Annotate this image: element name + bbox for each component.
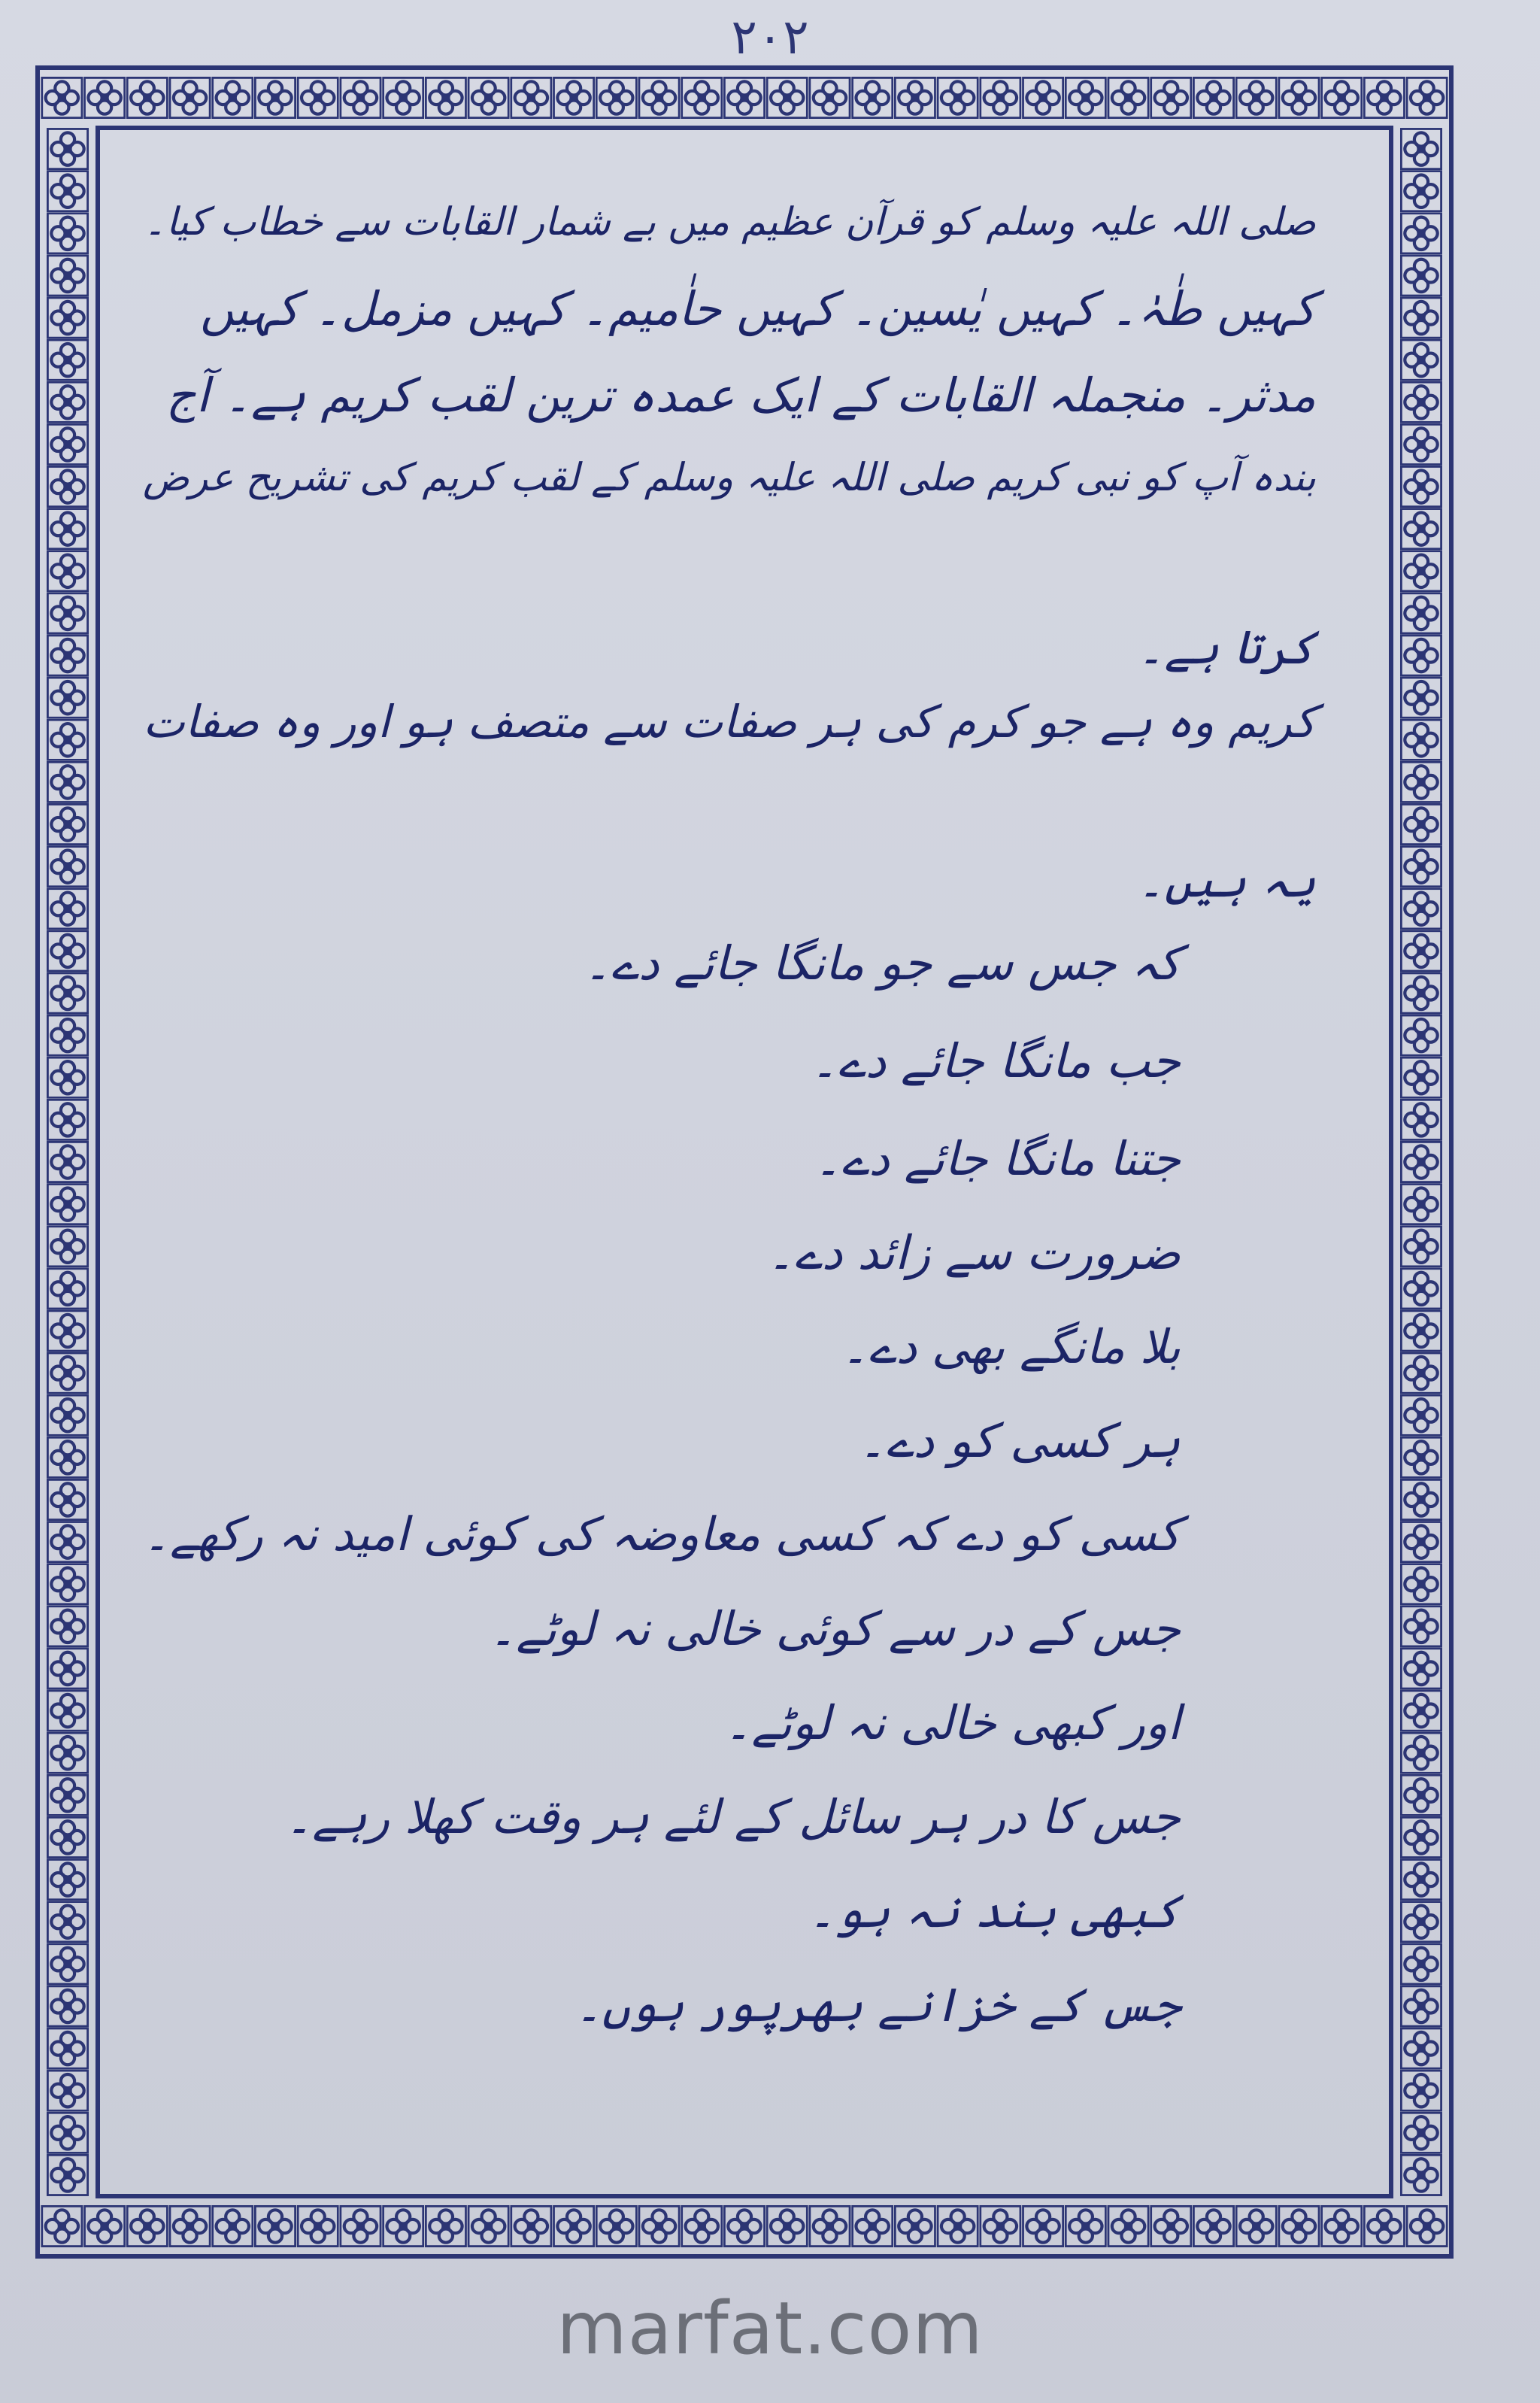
quatrefoil-ornament-icon: [1407, 77, 1447, 117]
quatrefoil-ornament-icon: [1401, 593, 1441, 633]
list-item: جس کا در ہر سائل کے لئے ہر وقت کھلا رہے۔: [285, 1789, 1181, 1844]
quatrefoil-ornament-icon: [682, 77, 722, 117]
quatrefoil-ornament-icon: [1401, 636, 1441, 675]
quatrefoil-ornament-icon: [767, 2206, 807, 2246]
list-item: کہ جس سے جو مانگا جائے دے۔: [584, 936, 1181, 991]
page-number: ۲۰۲: [731, 10, 809, 65]
quatrefoil-ornament-icon: [47, 1986, 87, 2026]
quatrefoil-ornament-icon: [639, 77, 679, 117]
quatrefoil-ornament-icon: [1108, 77, 1148, 117]
quatrefoil-ornament-icon: [1401, 1395, 1441, 1435]
quatrefoil-ornament-icon: [938, 2206, 978, 2246]
quatrefoil-ornament-icon: [1401, 1944, 1441, 1984]
quatrefoil-ornament-icon: [468, 77, 508, 117]
quatrefoil-ornament-icon: [1401, 340, 1441, 380]
quatrefoil-ornament-icon: [170, 77, 210, 117]
quatrefoil-ornament-icon: [298, 77, 338, 117]
quatrefoil-ornament-icon: [47, 1733, 87, 1773]
quatrefoil-ornament-icon: [1401, 1185, 1441, 1224]
quatrefoil-ornament-icon: [383, 2206, 423, 2246]
quatrefoil-ornament-icon: [1401, 1479, 1441, 1519]
quatrefoil-ornament-icon: [383, 77, 423, 117]
quatrefoil-ornament-icon: [47, 2113, 87, 2153]
border-ornament-top-icon: [42, 77, 1447, 117]
border-ornament-left-icon: [47, 129, 87, 2195]
quatrefoil-ornament-icon: [1401, 1311, 1441, 1351]
quatrefoil-ornament-icon: [511, 77, 551, 117]
quatrefoil-ornament-icon: [1401, 1227, 1441, 1267]
quatrefoil-ornament-icon: [47, 2071, 87, 2110]
quatrefoil-ornament-icon: [1401, 1691, 1441, 1731]
quatrefoil-ornament-icon: [1401, 509, 1441, 549]
quatrefoil-ornament-icon: [47, 931, 87, 971]
quatrefoil-ornament-icon: [47, 720, 87, 760]
quatrefoil-ornament-icon: [47, 1353, 87, 1393]
quatrefoil-ornament-icon: [682, 2206, 722, 2246]
quatrefoil-ornament-icon: [1364, 77, 1404, 117]
page-body: [143, 173, 1316, 2098]
quatrefoil-ornament-icon: [47, 1142, 87, 1182]
quatrefoil-ornament-icon: [981, 77, 1020, 117]
quatrefoil-ornament-icon: [1401, 424, 1441, 464]
quatrefoil-ornament-icon: [341, 77, 380, 117]
quatrefoil-ornament-icon: [724, 77, 764, 117]
list-item: ہر کسی کو دے۔: [859, 1413, 1181, 1468]
quatrefoil-ornament-icon: [47, 1649, 87, 1688]
quatrefoil-ornament-icon: [1401, 762, 1441, 802]
quatrefoil-ornament-icon: [1023, 77, 1063, 117]
quatrefoil-ornament-icon: [1401, 2155, 1441, 2195]
quatrefoil-ornament-icon: [895, 2206, 935, 2246]
paragraph-2-line-2: یہ ہیں۔: [1137, 853, 1316, 908]
quatrefoil-ornament-icon: [810, 2206, 850, 2246]
quatrefoil-ornament-icon: [47, 1100, 87, 1139]
quatrefoil-ornament-icon: [47, 889, 87, 929]
quatrefoil-ornament-icon: [468, 2206, 508, 2246]
quatrefoil-ornament-icon: [1401, 1733, 1441, 1773]
quatrefoil-ornament-icon: [1401, 1269, 1441, 1309]
quatrefoil-ornament-icon: [596, 77, 636, 117]
quatrefoil-ornament-icon: [1364, 2206, 1404, 2246]
quatrefoil-ornament-icon: [127, 77, 167, 117]
quatrefoil-ornament-icon: [1401, 1015, 1441, 1055]
quatrefoil-ornament-icon: [47, 2028, 87, 2068]
quatrefoil-ornament-icon: [511, 2206, 551, 2246]
quatrefoil-ornament-icon: [1193, 77, 1233, 117]
watermark: marfat.com: [556, 2286, 984, 2371]
quatrefoil-ornament-icon: [1401, 1100, 1441, 1139]
quatrefoil-ornament-icon: [1401, 1353, 1441, 1393]
quatrefoil-ornament-icon: [47, 1227, 87, 1267]
quatrefoil-ornament-icon: [1401, 1057, 1441, 1097]
quatrefoil-ornament-icon: [47, 1564, 87, 1604]
quatrefoil-ornament-icon: [47, 256, 87, 296]
quatrefoil-ornament-icon: [1401, 2028, 1441, 2068]
quatrefoil-ornament-icon: [47, 636, 87, 675]
quatrefoil-ornament-icon: [47, 509, 87, 549]
quatrefoil-ornament-icon: [47, 129, 87, 168]
quatrefoil-ornament-icon: [298, 2206, 338, 2246]
paragraph-1-line-3: مدثر۔ منجملہ القابات کے ایک عمدہ ترین لقب کریم ہے۔ آج: [165, 368, 1316, 423]
quatrefoil-ornament-icon: [1279, 77, 1319, 117]
quatrefoil-ornament-icon: [47, 171, 87, 211]
quatrefoil-ornament-icon: [47, 340, 87, 380]
quatrefoil-ornament-icon: [47, 1859, 87, 1899]
quatrefoil-ornament-icon: [47, 1817, 87, 1857]
quatrefoil-ornament-icon: [1401, 382, 1441, 422]
quatrefoil-ornament-icon: [47, 214, 87, 253]
quatrefoil-ornament-icon: [47, 973, 87, 1013]
quatrefoil-ornament-icon: [426, 2206, 465, 2246]
quatrefoil-ornament-icon: [1401, 973, 1441, 1013]
quatrefoil-ornament-icon: [84, 77, 124, 117]
quatrefoil-ornament-icon: [47, 1522, 87, 1562]
quatrefoil-ornament-icon: [426, 77, 465, 117]
list-item: کبھی بند نہ ہو۔: [808, 1883, 1181, 1938]
quatrefoil-ornament-icon: [47, 551, 87, 591]
quatrefoil-ornament-icon: [47, 847, 87, 887]
quatrefoil-ornament-icon: [127, 2206, 167, 2246]
list-item: اور کبھی خالی نہ لوٹے۔: [724, 1695, 1181, 1750]
quatrefoil-ornament-icon: [1407, 2206, 1447, 2246]
quatrefoil-ornament-icon: [1401, 1859, 1441, 1899]
list-item: جس کے خزانے بھرپور ہوں۔: [574, 1977, 1181, 2032]
quatrefoil-ornament-icon: [213, 2206, 253, 2246]
quatrefoil-ornament-icon: [767, 77, 807, 117]
quatrefoil-ornament-icon: [47, 1395, 87, 1435]
quatrefoil-ornament-icon: [1401, 889, 1441, 929]
quatrefoil-ornament-icon: [1401, 1607, 1441, 1646]
quatrefoil-ornament-icon: [47, 593, 87, 633]
quatrefoil-ornament-icon: [47, 762, 87, 802]
quatrefoil-ornament-icon: [1401, 931, 1441, 971]
quatrefoil-ornament-icon: [47, 1057, 87, 1097]
quatrefoil-ornament-icon: [47, 1902, 87, 1942]
quatrefoil-ornament-icon: [596, 2206, 636, 2246]
quatrefoil-ornament-icon: [853, 2206, 893, 2246]
quatrefoil-ornament-icon: [1401, 1564, 1441, 1604]
list-item: جتنا مانگا جائے دے۔: [814, 1131, 1181, 1186]
quatrefoil-ornament-icon: [895, 77, 935, 117]
quatrefoil-ornament-icon: [47, 382, 87, 422]
quatrefoil-ornament-icon: [1401, 847, 1441, 887]
quatrefoil-ornament-icon: [47, 1185, 87, 1224]
quatrefoil-ornament-icon: [47, 1775, 87, 1815]
quatrefoil-ornament-icon: [47, 466, 87, 506]
quatrefoil-ornament-icon: [1401, 1649, 1441, 1688]
quatrefoil-ornament-icon: [1279, 2206, 1319, 2246]
quatrefoil-ornament-icon: [724, 2206, 764, 2246]
quatrefoil-ornament-icon: [1401, 1437, 1441, 1477]
quatrefoil-ornament-icon: [1401, 1522, 1441, 1562]
quatrefoil-ornament-icon: [1151, 2206, 1191, 2246]
list-item: کسی کو دے کہ کسی معاوضہ کی کوئی امید نہ رکھے۔: [143, 1507, 1181, 1561]
quatrefoil-ornament-icon: [553, 77, 593, 117]
quatrefoil-ornament-icon: [1322, 2206, 1362, 2246]
quatrefoil-ornament-icon: [1401, 171, 1441, 211]
quatrefoil-ornament-icon: [810, 77, 850, 117]
quatrefoil-ornament-icon: [47, 2155, 87, 2195]
quatrefoil-ornament-icon: [639, 2206, 679, 2246]
quatrefoil-ornament-icon: [47, 1607, 87, 1646]
quatrefoil-ornament-icon: [47, 424, 87, 464]
quatrefoil-ornament-icon: [47, 804, 87, 844]
quatrefoil-ornament-icon: [1066, 77, 1105, 117]
quatrefoil-ornament-icon: [1401, 1902, 1441, 1942]
quatrefoil-ornament-icon: [1066, 2206, 1105, 2246]
quatrefoil-ornament-icon: [1236, 2206, 1276, 2246]
quatrefoil-ornament-icon: [553, 2206, 593, 2246]
paragraph-1-line-1: صلی اللہ علیہ وسلم کو قرآن عظیم میں بے شمار القابات سے خطاب کیا۔: [144, 200, 1316, 244]
quatrefoil-ornament-icon: [1401, 1775, 1441, 1815]
quatrefoil-ornament-icon: [1401, 129, 1441, 168]
border-ornament-right-icon: [1401, 129, 1441, 2195]
paragraph-1-line-2: کہیں طٰہٰ۔ کہیں یٰسین۔ کہیں حاٰمیم۔ کہیں مزمل۔ کہیں: [200, 281, 1316, 336]
quatrefoil-ornament-icon: [981, 2206, 1020, 2246]
quatrefoil-ornament-icon: [47, 1437, 87, 1477]
quatrefoil-ornament-icon: [1151, 77, 1191, 117]
quatrefoil-ornament-icon: [938, 77, 978, 117]
border-ornament-bottom-icon: [42, 2206, 1447, 2246]
quatrefoil-ornament-icon: [1401, 720, 1441, 760]
quatrefoil-ornament-icon: [1108, 2206, 1148, 2246]
quatrefoil-ornament-icon: [1401, 551, 1441, 591]
list-item: ضرورت سے زائد دے۔: [767, 1225, 1181, 1280]
paragraph-1-line-5: کرتا ہے۔: [1137, 620, 1316, 675]
quatrefoil-ornament-icon: [1401, 1142, 1441, 1182]
quatrefoil-ornament-icon: [47, 298, 87, 338]
quatrefoil-ornament-icon: [47, 1479, 87, 1519]
quatrefoil-ornament-icon: [47, 1944, 87, 1984]
quatrefoil-ornament-icon: [84, 2206, 124, 2246]
quatrefoil-ornament-icon: [1023, 2206, 1063, 2246]
quatrefoil-ornament-icon: [255, 2206, 295, 2246]
quatrefoil-ornament-icon: [1193, 2206, 1233, 2246]
paragraph-2-line-1: کریم وہ ہے جو کرم کی ہر صفات سے متصف ہو اور وہ صفات: [143, 696, 1316, 748]
quatrefoil-ornament-icon: [213, 77, 253, 117]
quatrefoil-ornament-icon: [1401, 2113, 1441, 2153]
quatrefoil-ornament-icon: [42, 2206, 82, 2246]
quatrefoil-ornament-icon: [341, 2206, 380, 2246]
quatrefoil-ornament-icon: [1401, 1817, 1441, 1857]
quatrefoil-ornament-icon: [47, 1015, 87, 1055]
quatrefoil-ornament-icon: [853, 77, 893, 117]
quatrefoil-ornament-icon: [1401, 298, 1441, 338]
quatrefoil-ornament-icon: [1401, 466, 1441, 506]
list-item: بلا مانگے بھی دے۔: [841, 1319, 1181, 1374]
quatrefoil-ornament-icon: [42, 77, 82, 117]
quatrefoil-ornament-icon: [47, 678, 87, 718]
quatrefoil-ornament-icon: [47, 1691, 87, 1731]
list-item: جس کے در سے کوئی خالی نہ لوٹے۔: [489, 1601, 1181, 1656]
quatrefoil-ornament-icon: [1401, 1986, 1441, 2026]
quatrefoil-ornament-icon: [255, 77, 295, 117]
list-item: جب مانگا جائے دے۔: [811, 1033, 1181, 1088]
quatrefoil-ornament-icon: [1401, 2071, 1441, 2110]
quatrefoil-ornament-icon: [1401, 256, 1441, 296]
quatrefoil-ornament-icon: [1236, 77, 1276, 117]
quatrefoil-ornament-icon: [1322, 77, 1362, 117]
quatrefoil-ornament-icon: [1401, 804, 1441, 844]
quatrefoil-ornament-icon: [47, 1311, 87, 1351]
quatrefoil-ornament-icon: [1401, 214, 1441, 253]
quatrefoil-ornament-icon: [1401, 678, 1441, 718]
paragraph-1-line-4: بندہ آپ کو نبی کریم صلی اللہ علیہ وسلم کے لقب کریم کی تشریح عرض: [142, 456, 1316, 500]
quatrefoil-ornament-icon: [170, 2206, 210, 2246]
quatrefoil-ornament-icon: [47, 1269, 87, 1309]
